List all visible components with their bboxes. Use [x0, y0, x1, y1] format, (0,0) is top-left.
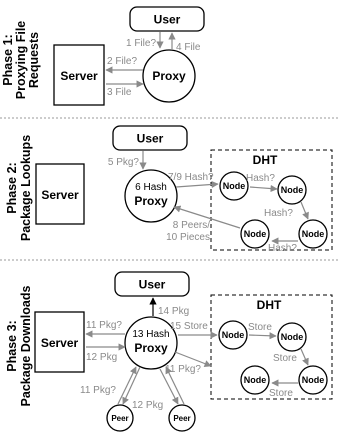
- edge-label-dht-hash-3: Hash?: [268, 243, 297, 254]
- edge-label-dht-hash-1: Hash?: [246, 173, 275, 184]
- edge-label-1: 1 File?: [125, 38, 156, 49]
- dht-title: DHT: [256, 298, 282, 312]
- server-label: Server: [60, 69, 98, 83]
- edge-label-4: 4 File: [176, 42, 201, 53]
- phase-3-label-line2: Package Downloads: [19, 285, 33, 407]
- edge-label-14: 14 Pkg: [158, 306, 190, 317]
- phase-1-label: [1, 21, 41, 100]
- phase-1: [1, 7, 204, 105]
- edge-label-7-9: 7/9 Hash?: [168, 172, 214, 183]
- phase-2-label-line2: Package Lookups: [19, 134, 33, 242]
- proxy-label: Proxy: [152, 69, 186, 83]
- edge-label-3: 3 File: [107, 87, 132, 98]
- dht-node-2-label: Node: [280, 332, 304, 342]
- dht-title: DHT: [252, 153, 278, 167]
- server-label: Server: [40, 336, 79, 350]
- dht-node-1-label: Node: [222, 181, 246, 191]
- phase-1-label-line3: Requests: [27, 31, 41, 89]
- edge-dht-2-to-4: [301, 202, 308, 219]
- edge-label-dht-store-2: Store: [273, 353, 297, 364]
- phase-1-label-line1: Phase 1:: [1, 34, 15, 86]
- edge-label-11-peer: 11 Pkg?: [80, 385, 116, 396]
- edge-peer-1-to-proxy: [118, 367, 136, 404]
- peer-2-label: Peer: [173, 414, 191, 423]
- phase-2-label: [5, 135, 33, 241]
- phase-1-label-line2: Proxying File: [14, 20, 28, 100]
- dht-node-2-label: Node: [280, 185, 304, 195]
- edge-label-8: 8 Peers/: [172, 220, 210, 231]
- edge-label-12-server: 12 Pkg: [86, 352, 118, 363]
- user-label: User: [153, 12, 181, 27]
- edge-proxy-to-dht: [176, 184, 218, 187]
- edge-label-12-peer: 12 Pkg: [132, 400, 164, 411]
- edge-label-11-dht: 11 Pkg?: [165, 364, 201, 375]
- edge-label-10: 10 Pieces: [166, 232, 210, 243]
- server-label: Server: [41, 188, 79, 202]
- edge-label-dht-store-3: Store: [269, 388, 293, 399]
- phase-3: [5, 272, 332, 431]
- phase-3-label: [5, 286, 33, 407]
- edge-label-2: 2 File?: [107, 56, 138, 67]
- user-label: User: [138, 277, 166, 292]
- dht-node-1-label: Node: [221, 330, 245, 340]
- proxy-label: Proxy: [134, 194, 168, 208]
- edge-label-11-server: 11 Pkg?: [86, 320, 122, 331]
- user-label: User: [136, 131, 164, 146]
- dht-node-3-label: Node: [243, 375, 267, 385]
- dht-node-3-label: Node: [243, 229, 267, 239]
- edge-label-dht-store-1: Store: [248, 322, 272, 333]
- dht-node-4-label: Node: [301, 375, 325, 385]
- edge-dht-2-to-4: [301, 349, 308, 365]
- phase-2: [5, 126, 332, 254]
- edge-dht-1-to-2: [249, 335, 276, 336]
- proxy-inner-label: 6 Hash: [135, 182, 167, 193]
- proxy-label: Proxy: [134, 341, 168, 355]
- edge-proxy-to-peer-1: [123, 367, 140, 404]
- peer-1-label: Peer: [111, 414, 129, 423]
- edge-label-15: 15 Store: [170, 321, 208, 332]
- edge-label-dht-hash-2: Hash?: [264, 208, 293, 219]
- proxy-inner-label: 13 Hash: [132, 329, 170, 340]
- edge-label-5: 5 Pkg?: [107, 157, 139, 168]
- dht-node-4-label: Node: [301, 229, 325, 239]
- edge-dht-1-to-2: [250, 187, 277, 189]
- phase-3-label-line1: Phase 3:: [5, 320, 19, 372]
- phase-2-label-line1: Phase 2:: [5, 162, 19, 214]
